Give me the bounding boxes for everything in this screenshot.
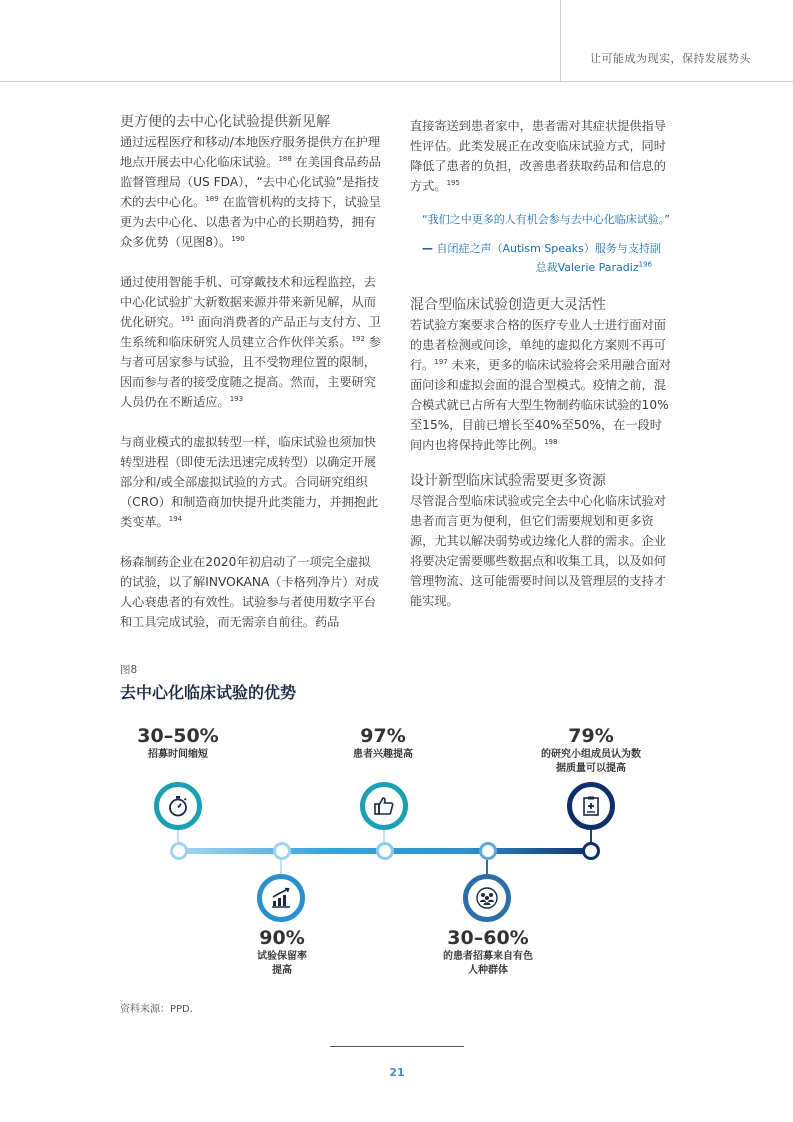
timeline-node — [273, 842, 291, 860]
stat-description: 招募时间缩短 — [148, 749, 208, 760]
quote-attribution-name: 总裁Valerie Paradiz — [535, 261, 639, 274]
timeline-node — [376, 842, 394, 860]
stat-value: 90% — [259, 927, 305, 949]
stat-description: 据质量可以提高 — [556, 763, 626, 774]
quote-attribution — [422, 239, 672, 277]
people-group-icon — [463, 874, 511, 922]
text-run: 与商业模式的虚拟转型一样，临床试验也须加快转型进程（即使无法迅速完成转型）以确定开展部分和/或全部虚拟试验的方式。合同研究组织（CRO）和制造商加快提升此类能力，并拥抱此类变革。 — [120, 435, 379, 529]
footnote-ref: 189 — [205, 194, 219, 203]
stat-description: 患者兴趣提高 — [353, 749, 413, 760]
timeline-node — [582, 842, 600, 860]
stat-description: 人种群体 — [468, 965, 508, 976]
left-column — [120, 112, 382, 652]
page-number: 21 — [389, 1066, 405, 1079]
quote-dash: — — [422, 242, 433, 255]
running-head: 让可能成为现实，保持发展势头 — [590, 52, 751, 65]
stat-description: 提高 — [272, 965, 292, 976]
paragraph — [410, 315, 672, 455]
quote-attribution-line2 — [422, 258, 672, 277]
paragraph — [410, 491, 672, 611]
header-area — [0, 0, 793, 82]
stat-value: 30–50% — [137, 725, 219, 747]
figure-label: 图8 — [120, 664, 138, 676]
text-run: 直接寄送到患者家中，患者需对其症状提供指导性评估。此类发展正在改变临床试验方式，同时降低了患者的负担，改善患者获取药品和信息的方式。 — [410, 119, 666, 193]
stat-retention — [212, 926, 352, 978]
stat-data-quality — [521, 724, 661, 776]
stat-value: 30–60% — [447, 927, 529, 949]
footnote-ref: 196 — [638, 260, 652, 269]
source-note: 资料来源：PPD. — [120, 1004, 193, 1015]
text-run: 在美国食品药品监督管理局（US FDA），“去中心化试验”是指技术的去中心化。 — [120, 155, 381, 209]
quote-attribution-line1: 自闭症之声（Autism Speaks）服务与支持副 — [433, 242, 661, 255]
footnote-ref: 188 — [278, 154, 292, 163]
stopwatch-icon — [154, 782, 202, 830]
stat-recruitment-time — [108, 724, 248, 762]
timeline-node — [170, 842, 188, 860]
text-run: 面向消费者的产品正与支付方、卫生系统和临床研究人员建立合作伙伴关系。 — [120, 315, 381, 349]
pull-quote: “我们之中更多的人有机会参与去中心化临床试验。” — [422, 213, 670, 226]
footnote-ref: 197 — [434, 357, 448, 366]
stat-description: 的研究小组成员认为数 — [541, 749, 641, 760]
section-heading-resources: 设计新型临床试验需要更多资源 — [410, 473, 606, 489]
right-column — [410, 116, 672, 631]
clipboard-icon — [567, 782, 615, 830]
footnote-ref: 194 — [168, 514, 183, 523]
header-vertical-divider — [560, 0, 561, 82]
text-run: 通过使用智能手机、可穿戴技术和远程监控，去中心化试验扩大新数据来源并带来新见解，从而优化研究。 — [120, 275, 376, 329]
text-run: 通过远程医疗和移动/本地医疗服务提供方在护理地点开展去中心化临床试验。 — [120, 135, 381, 169]
footnote-ref: 192 — [351, 334, 365, 343]
stat-patient-interest — [313, 724, 453, 762]
text-run: 在监管机构的支持下，试验呈更为去中心化、以患者为中心的长期趋势，拥有众多优势（见图8）。 — [120, 195, 381, 249]
text-run: 杨森制药企业在2020年初启动了一项完全虚拟的试验，以了解INVOKANA（卡格列净片）对成人心衰患者的有效性。试验参与者使用数字平台和工具完成试验，而无需亲自前往。药品 — [120, 555, 379, 629]
growth-chart-icon — [257, 874, 305, 922]
timeline-node — [479, 842, 497, 860]
footnote-ref: 190 — [231, 234, 245, 243]
paragraph — [120, 132, 382, 252]
stat-description: 试验保留率 — [257, 951, 307, 962]
paragraph — [410, 116, 672, 196]
paragraph — [120, 432, 382, 532]
figure-title: 去中心化临床试验的优势 — [120, 683, 297, 702]
section-heading-decentralized: 更方便的去中心化试验提供新见解 — [120, 114, 330, 130]
stat-diversity — [418, 926, 558, 978]
thumbs-up-icon — [360, 782, 408, 830]
stat-description: 的患者招募来自有色 — [443, 951, 533, 962]
header-divider — [0, 81, 793, 82]
text-run: 参与者可居家参与试验，且不受物理位置的限制，因而参与者的接受度随之提高。然而，主要研究人员仍在不断适应。 — [120, 335, 381, 409]
section-heading-hybrid: 混合型临床试验创造更大灵活性 — [410, 297, 606, 313]
text-run: 若试验方案要求合格的医疗专业人士进行面对面的患者检测或问诊，单纯的虚拟化方案则不再可行。 — [410, 318, 666, 372]
stat-value: 97% — [360, 725, 406, 747]
footnote-ref: 193 — [229, 394, 244, 403]
paragraph — [120, 272, 382, 412]
paragraph — [120, 552, 382, 632]
footnote-ref: 195 — [446, 178, 460, 187]
stat-value: 79% — [568, 725, 614, 747]
text-run: 尽管混合型临床试验或完全去中心化临床试验对患者而言更为便利，但它们需要规划和更多资源，尤其以解决弱势或边缘化人群的需求。企业将要决定需要哪些数据点和收集工具，以及如何管理物流、这可能需要时间以及管理层的支持才能实现。 — [410, 494, 666, 608]
footnote-ref: 191 — [180, 314, 195, 323]
text-run: 未来，更多的临床试验将会采用融合面对面问诊和虚拟会面的混合型模式。疫情之前，混合模式就已占所有大型生物制药临床试验的10%至15%，目前已增长至40%至50%，在一段时间内也将保持此等比例。 — [410, 358, 671, 452]
footnote-ref: 198 — [544, 437, 558, 446]
footer-divider — [330, 1046, 464, 1047]
